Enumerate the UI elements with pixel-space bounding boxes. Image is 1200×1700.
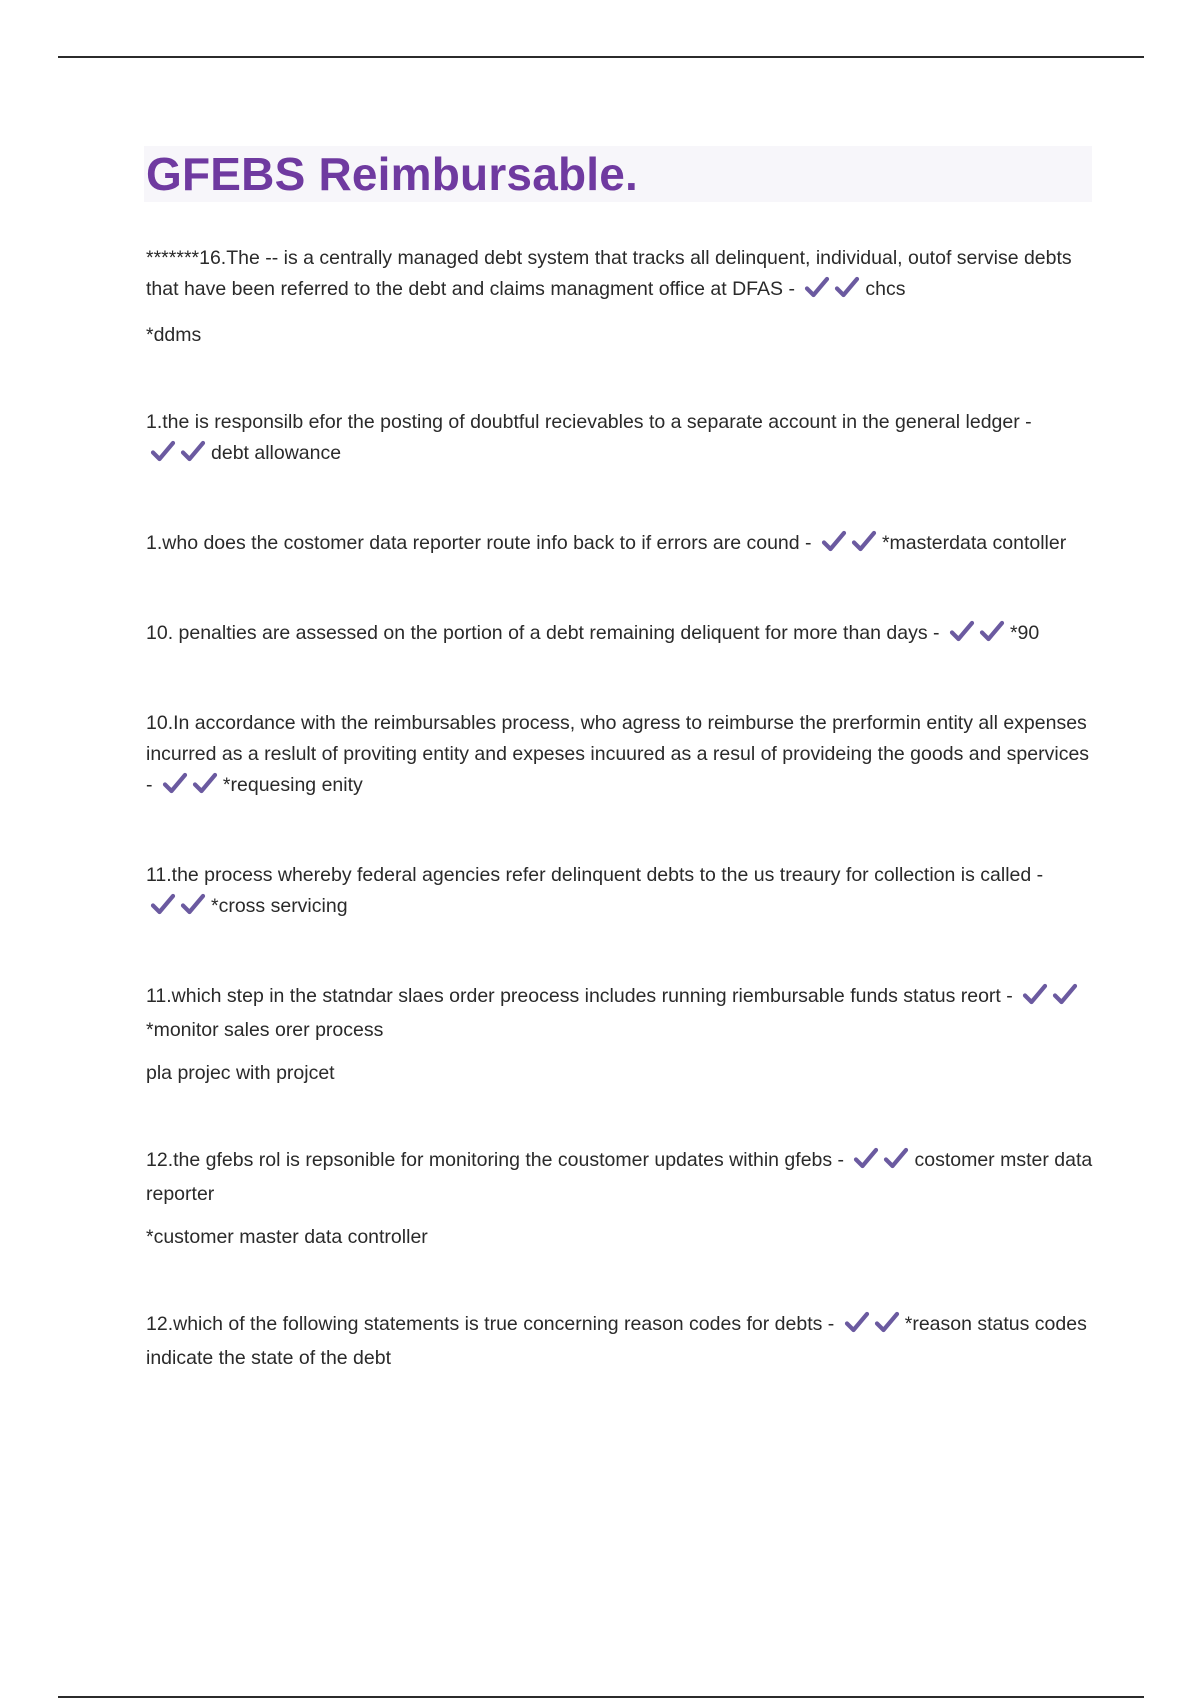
qa-line — [146, 1309, 1098, 1374]
question-text: 1.the is responsilb efor the posting of doubtful recievables to a separate account in the general ledger — [146, 411, 1020, 433]
answer-checkmarks — [1022, 983, 1082, 1015]
document-title: GFEBS Reimbursable. — [146, 148, 639, 200]
checkmark-icon — [949, 620, 975, 642]
checkmark-icon — [844, 1311, 870, 1333]
checkmark-icon — [192, 772, 218, 794]
separator: - — [832, 1149, 850, 1171]
answer-text: *cross servicing — [211, 895, 348, 917]
separator: - — [146, 774, 158, 796]
checkmark-icon — [979, 620, 1005, 642]
qa-line — [146, 243, 1098, 308]
separator: - — [1031, 864, 1044, 886]
answer-checkmarks — [853, 1147, 913, 1179]
checkmark-icon — [150, 440, 176, 462]
answer-checkmarks — [821, 530, 881, 562]
answer-text: *reason status codes indicate the state of the debt — [146, 1313, 1087, 1369]
checkmark-icon — [874, 1311, 900, 1333]
separator: - — [927, 622, 945, 644]
checkmark-icon — [180, 893, 206, 915]
question-text: 10.In accordance with the reimbursables process, who agress to reimburse the prerformin entity all expenses incurred as a reslult of proviting entity and expeses incuured as a resul of provideing the goods and spervices — [146, 712, 1090, 765]
answer-checkmarks — [150, 893, 210, 925]
top-rule — [58, 56, 1144, 58]
qa-item — [146, 1309, 1098, 1374]
qa-item — [146, 708, 1098, 804]
qa-item — [146, 243, 1098, 351]
separator: - — [783, 278, 801, 300]
separator: - — [1000, 985, 1019, 1007]
checkmark-icon — [150, 893, 176, 915]
answer-checkmarks — [150, 440, 210, 472]
checkmark-icon — [821, 530, 847, 552]
answer-text: *monitor sales orer process — [146, 1019, 384, 1041]
answer-text: costomer mster data reporter — [146, 1149, 1093, 1205]
checkmark-icon — [804, 276, 830, 298]
separator: - — [799, 532, 817, 554]
answer-text: debt allowance — [211, 442, 342, 464]
question-text: 12.which of the following statements is true concerning reason codes for debts — [146, 1313, 823, 1335]
answer-checkmarks — [804, 276, 864, 308]
qa-line — [146, 618, 1098, 652]
qa-line — [146, 860, 1098, 925]
qa-line — [146, 528, 1098, 562]
question-text: 10. penalties are assessed on the portion of a debt remaining deliquent for more than days — [146, 622, 928, 644]
qa-item — [146, 860, 1098, 925]
question-text: *******16.The -- is a centrally managed debt system that tracks all delinquent, individual, outof servise debts that have been referred to the debt and claims managment office at DFAS — [146, 247, 1072, 300]
answer-checkmarks — [844, 1311, 904, 1343]
question-text: 11.the process whereby federal agencies refer delinquent debts to the us treaury for collection is called — [146, 864, 1032, 886]
checkmark-icon — [180, 440, 206, 462]
qa-item — [146, 528, 1098, 562]
qa-line — [146, 407, 1098, 472]
checkmark-icon — [1052, 983, 1078, 1005]
qa-item — [146, 1145, 1098, 1253]
bottom-rule — [58, 1696, 1144, 1698]
answer-note: *ddms — [146, 324, 202, 346]
separator: - — [1019, 411, 1032, 433]
checkmark-icon — [834, 276, 860, 298]
qa-item — [146, 407, 1098, 472]
qa-list — [146, 243, 1098, 1374]
answer-checkmarks — [949, 620, 1009, 652]
question-text: 1.who does the costomer data reporter route info back to if errors are cound — [146, 532, 800, 554]
checkmark-icon — [883, 1147, 909, 1169]
answer-checkmarks — [162, 772, 222, 804]
answer-note: *customer master data controller — [146, 1226, 428, 1248]
qa-item — [146, 618, 1098, 652]
checkmark-icon — [1022, 983, 1048, 1005]
answer-note: pla projec with projcet — [146, 1062, 335, 1084]
qa-line — [146, 708, 1098, 804]
checkmark-icon — [162, 772, 188, 794]
answer-text: *requesing enity — [222, 774, 363, 796]
qa-line — [146, 1145, 1098, 1210]
answer-text: chcs — [865, 278, 906, 300]
question-text: 11.which step in the statndar slaes order preocess includes running riembursable funds status reort — [146, 985, 1001, 1007]
separator: - — [822, 1313, 840, 1335]
qa-item — [146, 981, 1098, 1089]
question-text: 12.the gfebs rol is repsonible for monitoring the coustomer updates within gfebs — [146, 1149, 833, 1171]
checkmark-icon — [853, 1147, 879, 1169]
qa-line — [146, 981, 1098, 1046]
checkmark-icon — [851, 530, 877, 552]
answer-text: *90 — [1009, 622, 1040, 644]
answer-text: *masterdata contoller — [881, 532, 1067, 554]
